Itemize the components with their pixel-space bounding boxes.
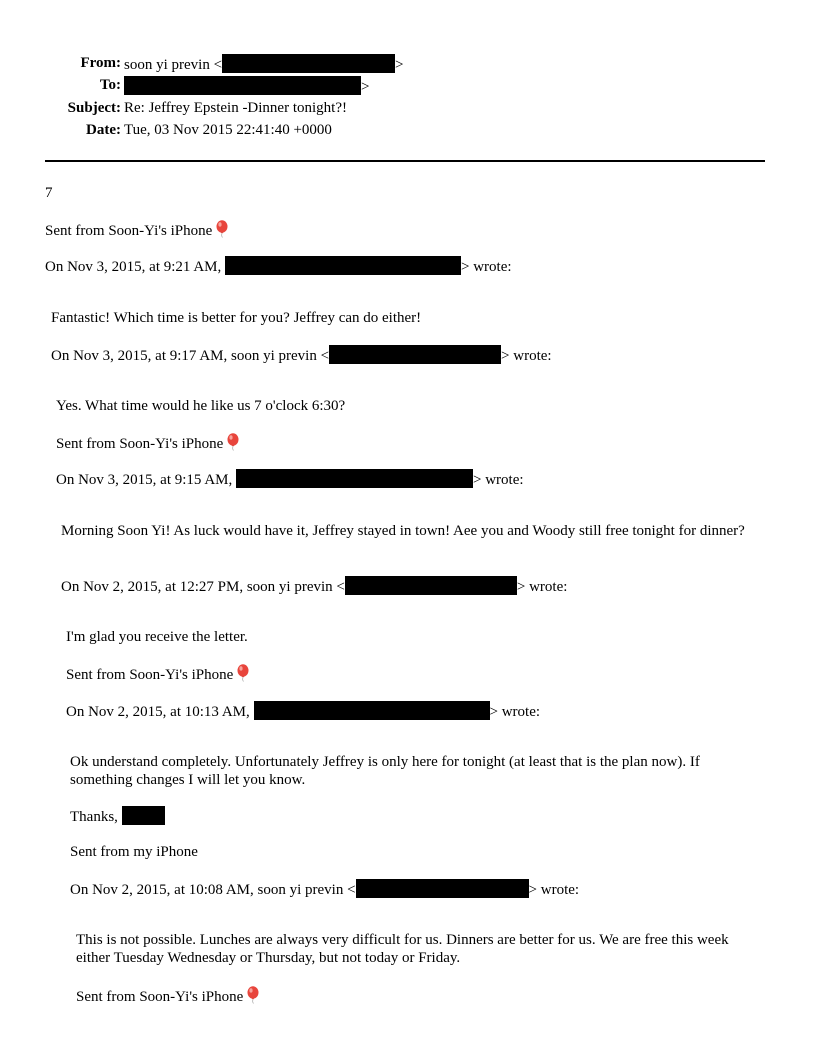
message-text: This is not possible. Lunches are always very difficult for us. Dinners are better for us. We are free this week either Tuesday Wednesday or Thursday, but not today or Friday. (76, 932, 729, 966)
message-text: 7 (45, 185, 53, 201)
attribution-suffix: > wrote: (473, 472, 524, 488)
attribution-suffix: > wrote: (489, 704, 541, 720)
balloon-icon (226, 433, 240, 451)
signature-text: Sent from my iPhone (70, 844, 198, 860)
attribution-suffix: > wrote: (501, 348, 552, 364)
attribution-text: On Nov 3, 2015, at 9:17 AM, soon yi previn < (51, 348, 330, 364)
redaction-block (124, 76, 361, 95)
balloon-icon (215, 220, 229, 238)
from-value: soon yi previn < (124, 57, 223, 73)
signature-text: Sent from Soon-Yi's iPhone (66, 667, 234, 683)
attribution-text: On Nov 3, 2015, at 9:15 AM, (56, 472, 233, 488)
redaction-block (329, 345, 501, 364)
balloon-icon (246, 986, 260, 1004)
message-text: Fantastic! Which time is better for you? Jeffrey can do either! (51, 310, 422, 326)
redaction-block (345, 576, 517, 595)
header-divider (45, 160, 765, 162)
from-close: > (395, 57, 404, 73)
from-label: From: (80, 55, 121, 71)
attribution-text: On Nov 2, 2015, at 12:27 PM, soon yi previn < (61, 579, 345, 595)
quote-attribution (70, 879, 579, 899)
message-text: Ok understand completely. Unfortunately Jeffrey is only here for tonight (at least that is the plan now). If something changes I will let you know. (70, 754, 700, 788)
quote-attribution (61, 576, 567, 596)
redaction-block (356, 879, 529, 898)
quote-attribution (45, 256, 512, 276)
redaction-block (222, 54, 395, 73)
quote-attribution (56, 469, 524, 489)
date-label: Date: (86, 122, 121, 138)
signature-text: Sent from Soon-Yi's iPhone (76, 989, 244, 1005)
attribution-text: On Nov 2, 2015, at 10:08 AM, soon yi previn < (70, 882, 356, 898)
thanks-line (70, 806, 165, 826)
quote-attribution (66, 701, 540, 721)
signature (76, 986, 260, 1006)
balloon-icon (236, 664, 250, 682)
signature (56, 433, 240, 453)
signature-text: Sent from Soon-Yi's iPhone (56, 436, 224, 452)
to-close: > (361, 79, 370, 95)
attribution-text: On Nov 3, 2015, at 9:21 AM, (45, 259, 222, 275)
to-label: To: (99, 77, 121, 93)
redaction-block (122, 806, 165, 825)
attribution-suffix: > wrote: (528, 882, 580, 898)
signature (45, 220, 229, 240)
redaction-block (236, 469, 473, 488)
attribution-text: On Nov 2, 2015, at 10:13 AM, (66, 704, 250, 720)
redaction-block (225, 256, 461, 275)
redaction-block (254, 701, 490, 720)
date-value: Tue, 03 Nov 2015 22:41:40 +0000 (124, 122, 332, 138)
signature (66, 664, 250, 684)
signature-text: Sent from Soon-Yi's iPhone (45, 223, 213, 239)
thanks-text: Thanks, (70, 809, 118, 825)
subject-label: Subject: (67, 100, 121, 116)
attribution-suffix: > wrote: (461, 259, 512, 275)
message-text: Morning Soon Yi! As luck would have it, Jeffrey stayed in town! Aee you and Woody still free tonight for dinner? (61, 523, 745, 539)
attribution-suffix: > wrote: (516, 579, 568, 595)
message-text: I'm glad you receive the letter. (66, 629, 248, 645)
message-text: Yes. What time would he like us 7 o'clock 6:30? (56, 398, 346, 414)
quote-attribution (51, 345, 552, 365)
subject-value: Re: Jeffrey Epstein -Dinner tonight?! (124, 100, 347, 116)
